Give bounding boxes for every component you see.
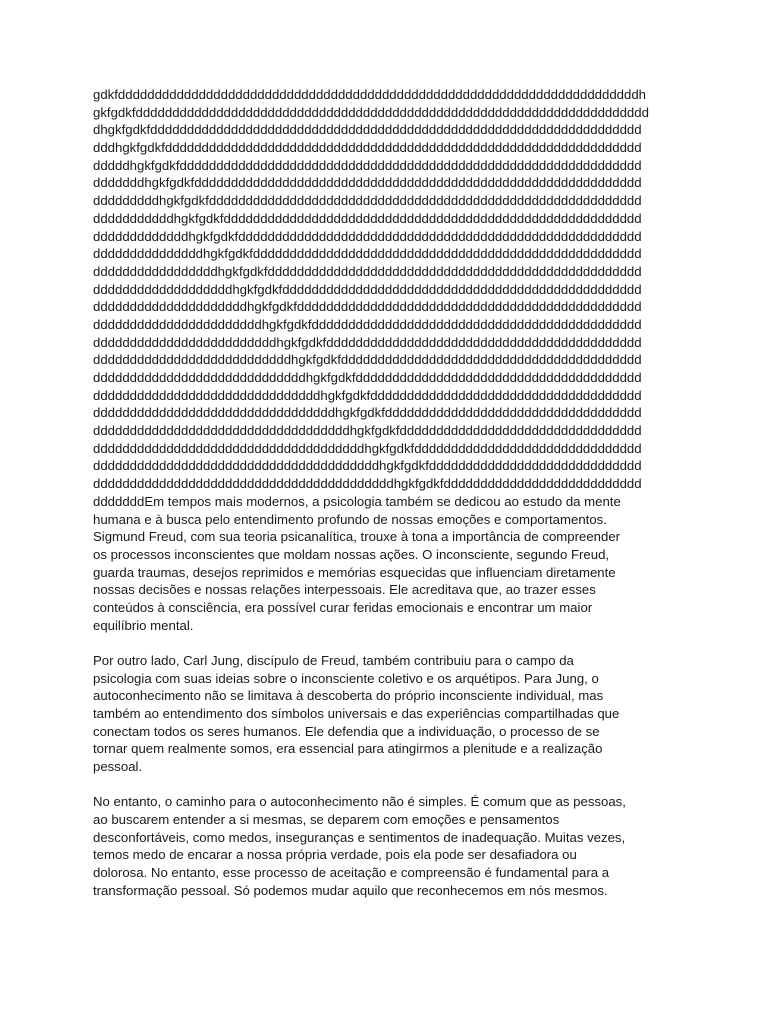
paragraph-line: dolorosa. No entanto, esse processo de aceitação e compreensão é fundamental para a [93, 864, 610, 880]
garbled-text-line: dddddddddddhgkfgdkfddddddddddddddddddddddddddddddddddddddddddddddddddddddddd [93, 210, 642, 226]
paragraph-line: Sigmund Freud, com sua teoria psicanalítica, trouxe à tona a importância de compreender [93, 529, 621, 545]
garbled-text-line: dddddddddddddhgkfgdkfddddddddddddddddddddddddddddddddddddddddddddddddddddddd [93, 228, 642, 244]
paragraph-line: temos medo de encarar a nossa própria verdade, pois ela pode ser desafiadora ou [93, 847, 577, 863]
paragraph-line: ao buscarem entender a si mesmas, se deparem com emoções e pensamentos [93, 811, 560, 827]
paragraph-line: autoconhecimento não se limitava à descoberta do próprio inconsciente individual, mas [93, 688, 604, 704]
garbled-text-line: dddddddddhgkfgdkfddddddddddddddddddddddddddddddddddddddddddddddddddddddddddd [93, 193, 642, 209]
paragraph-line: os processos inconscientes que moldam nossas ações. O inconsciente, segundo Freud, [93, 546, 610, 562]
garbled-text-line: dddddddddddddddddddddddddddddddddddddhgkfgdkfddddddddddddddddddddddddddddddd [93, 440, 642, 456]
garbled-text-line: dddddddddddddddddddddddddddddddddhgkfgdkfddddddddddddddddddddddddddddddddddd [93, 405, 642, 421]
garbled-text-line: dddhgkfgdkfddddddddddddddddddddddddddddddddddddddddddddddddddddddddddddddddd [93, 140, 642, 156]
paragraph-line: No entanto, o caminho para o autoconhecimento não é simples. É comum que as pessoas, [93, 794, 626, 810]
garbled-text-line: dddddddddddddddddddddddddhgkfgdkfddddddddddddddddddddddddddddddddddddddddddd [93, 334, 642, 350]
paragraph-line: conectam todos os seres humanos. Ele defendia que a individuação, o processo de se [93, 723, 600, 739]
paragraph-freud [93, 493, 678, 635]
paragraph-line: Por outro lado, Carl Jung, discípulo de Freud, também contribuiu para o campo da [93, 652, 574, 668]
document-page [93, 86, 678, 917]
garbled-text-line: dhgkfgdkfddddddddddddddddddddddddddddddddddddddddddddddddddddddddddddddddddd [93, 122, 642, 138]
paragraph-jung [93, 652, 678, 776]
garbled-text-line: dddddddhgkfgdkfddddddddddddddddddddddddddddddddddddddddddddddddddddddddddddd [93, 175, 642, 191]
garbled-text-line: dddddddddddddddhgkfgdkfddddddddddddddddddddddddddddddddddddddddddddddddddddd [93, 246, 642, 262]
garbled-text-line: dddddddddddddddddddddddddddhgkfgdkfddddddddddddddddddddddddddddddddddddddddd [93, 352, 642, 368]
garbled-text-line: dddddddddddddddddddhgkfgdkfddddddddddddddddddddddddddddddddddddddddddddddddd [93, 281, 642, 297]
garbled-text-line: dddddddddddddddddddddddddddddddddddddddddhgkfgdkfddddddddddddddddddddddddddd [93, 476, 642, 492]
garbled-text-line: dddddddddddddddddddddddddddddhgkfgdkfddddddddddddddddddddddddddddddddddddddd [93, 370, 642, 385]
garbled-text-line: dddddddddddddddddhgkfgdkfddddddddddddddddddddddddddddddddddddddddddddddddddd [93, 263, 642, 279]
garbled-text-line: gdkfdddddddddddddddddddddddddddddddddddddddddddddddddddddddddddddddddddddddh [93, 87, 646, 102]
garbled-text-line: dddddhgkfgdkfddddddddddddddddddddddddddddddddddddddddddddddddddddddddddddddd [93, 157, 642, 173]
garbled-text-line: dddddddddddddddddddddddddddddddddddhgkfgdkfddddddddddddddddddddddddddddddddd [93, 423, 642, 439]
paragraph-line: dddddddEm tempos mais modernos, a psicologia também se dedicou ao estudo da mente [93, 493, 621, 509]
garbled-text-line: dddddddddddddddddddddhgkfgdkfddddddddddddddddddddddddddddddddddddddddddddddd [93, 299, 642, 315]
paragraph-line: guarda traumas, desejos reprimidos e memórias esquecidas que influenciam diretamente [93, 564, 616, 580]
paragraph-line: pessoal. [93, 759, 143, 775]
paragraph-line: psicologia com suas ideias sobre o inconsciente coletivo e os arquétipos. Para Jung, o [93, 670, 599, 686]
paragraph-line: conteúdos à consciência, era possível curar feridas emocionais e encontrar um maior [93, 600, 593, 616]
paragraph-line: nossas decisões e nossas relações interpessoais. Ele acreditava que, ao trazer esses [93, 582, 596, 598]
garbled-text-block [93, 86, 678, 493]
paragraph-self-knowledge [93, 793, 678, 899]
garbled-text-line: dddddddddddddddddddddddhgkfgdkfddddddddddddddddddddddddddddddddddddddddddddd [93, 316, 642, 332]
paragraph-line: transformação pessoal. Só podemos mudar aquilo que reconhecemos em nós mesmos. [93, 882, 608, 898]
garbled-text-line: gkfgdkfdddddddddddddddddddddddddddddddddddddddddddddddddddddddddddddddddddddd [93, 104, 649, 120]
garbled-text-line: dddddddddddddddddddddddddddddddhgkfgdkfddddddddddddddddddddddddddddddddddddd [93, 387, 642, 403]
garbled-text-line: dddddddddddddddddddddddddddddddddddddddhgkfgdkfddddddddddddddddddddddddddddd [93, 458, 642, 474]
paragraph-line: equilíbrio mental. [93, 617, 194, 633]
paragraph-line: também ao entendimento dos símbolos universais e das experiências compartilhadas que [93, 705, 620, 721]
paragraph-line: tornar quem realmente somos, era essencial para atingirmos a plenitude e a realização [93, 741, 603, 757]
paragraph-line: desconfortáveis, como medos, inseguranças e sentimentos de inadequação. Muitas vezes, [93, 829, 626, 845]
paragraph-line: humana e à busca pelo entendimento profundo de nossas emoções e comportamentos. [93, 511, 607, 527]
